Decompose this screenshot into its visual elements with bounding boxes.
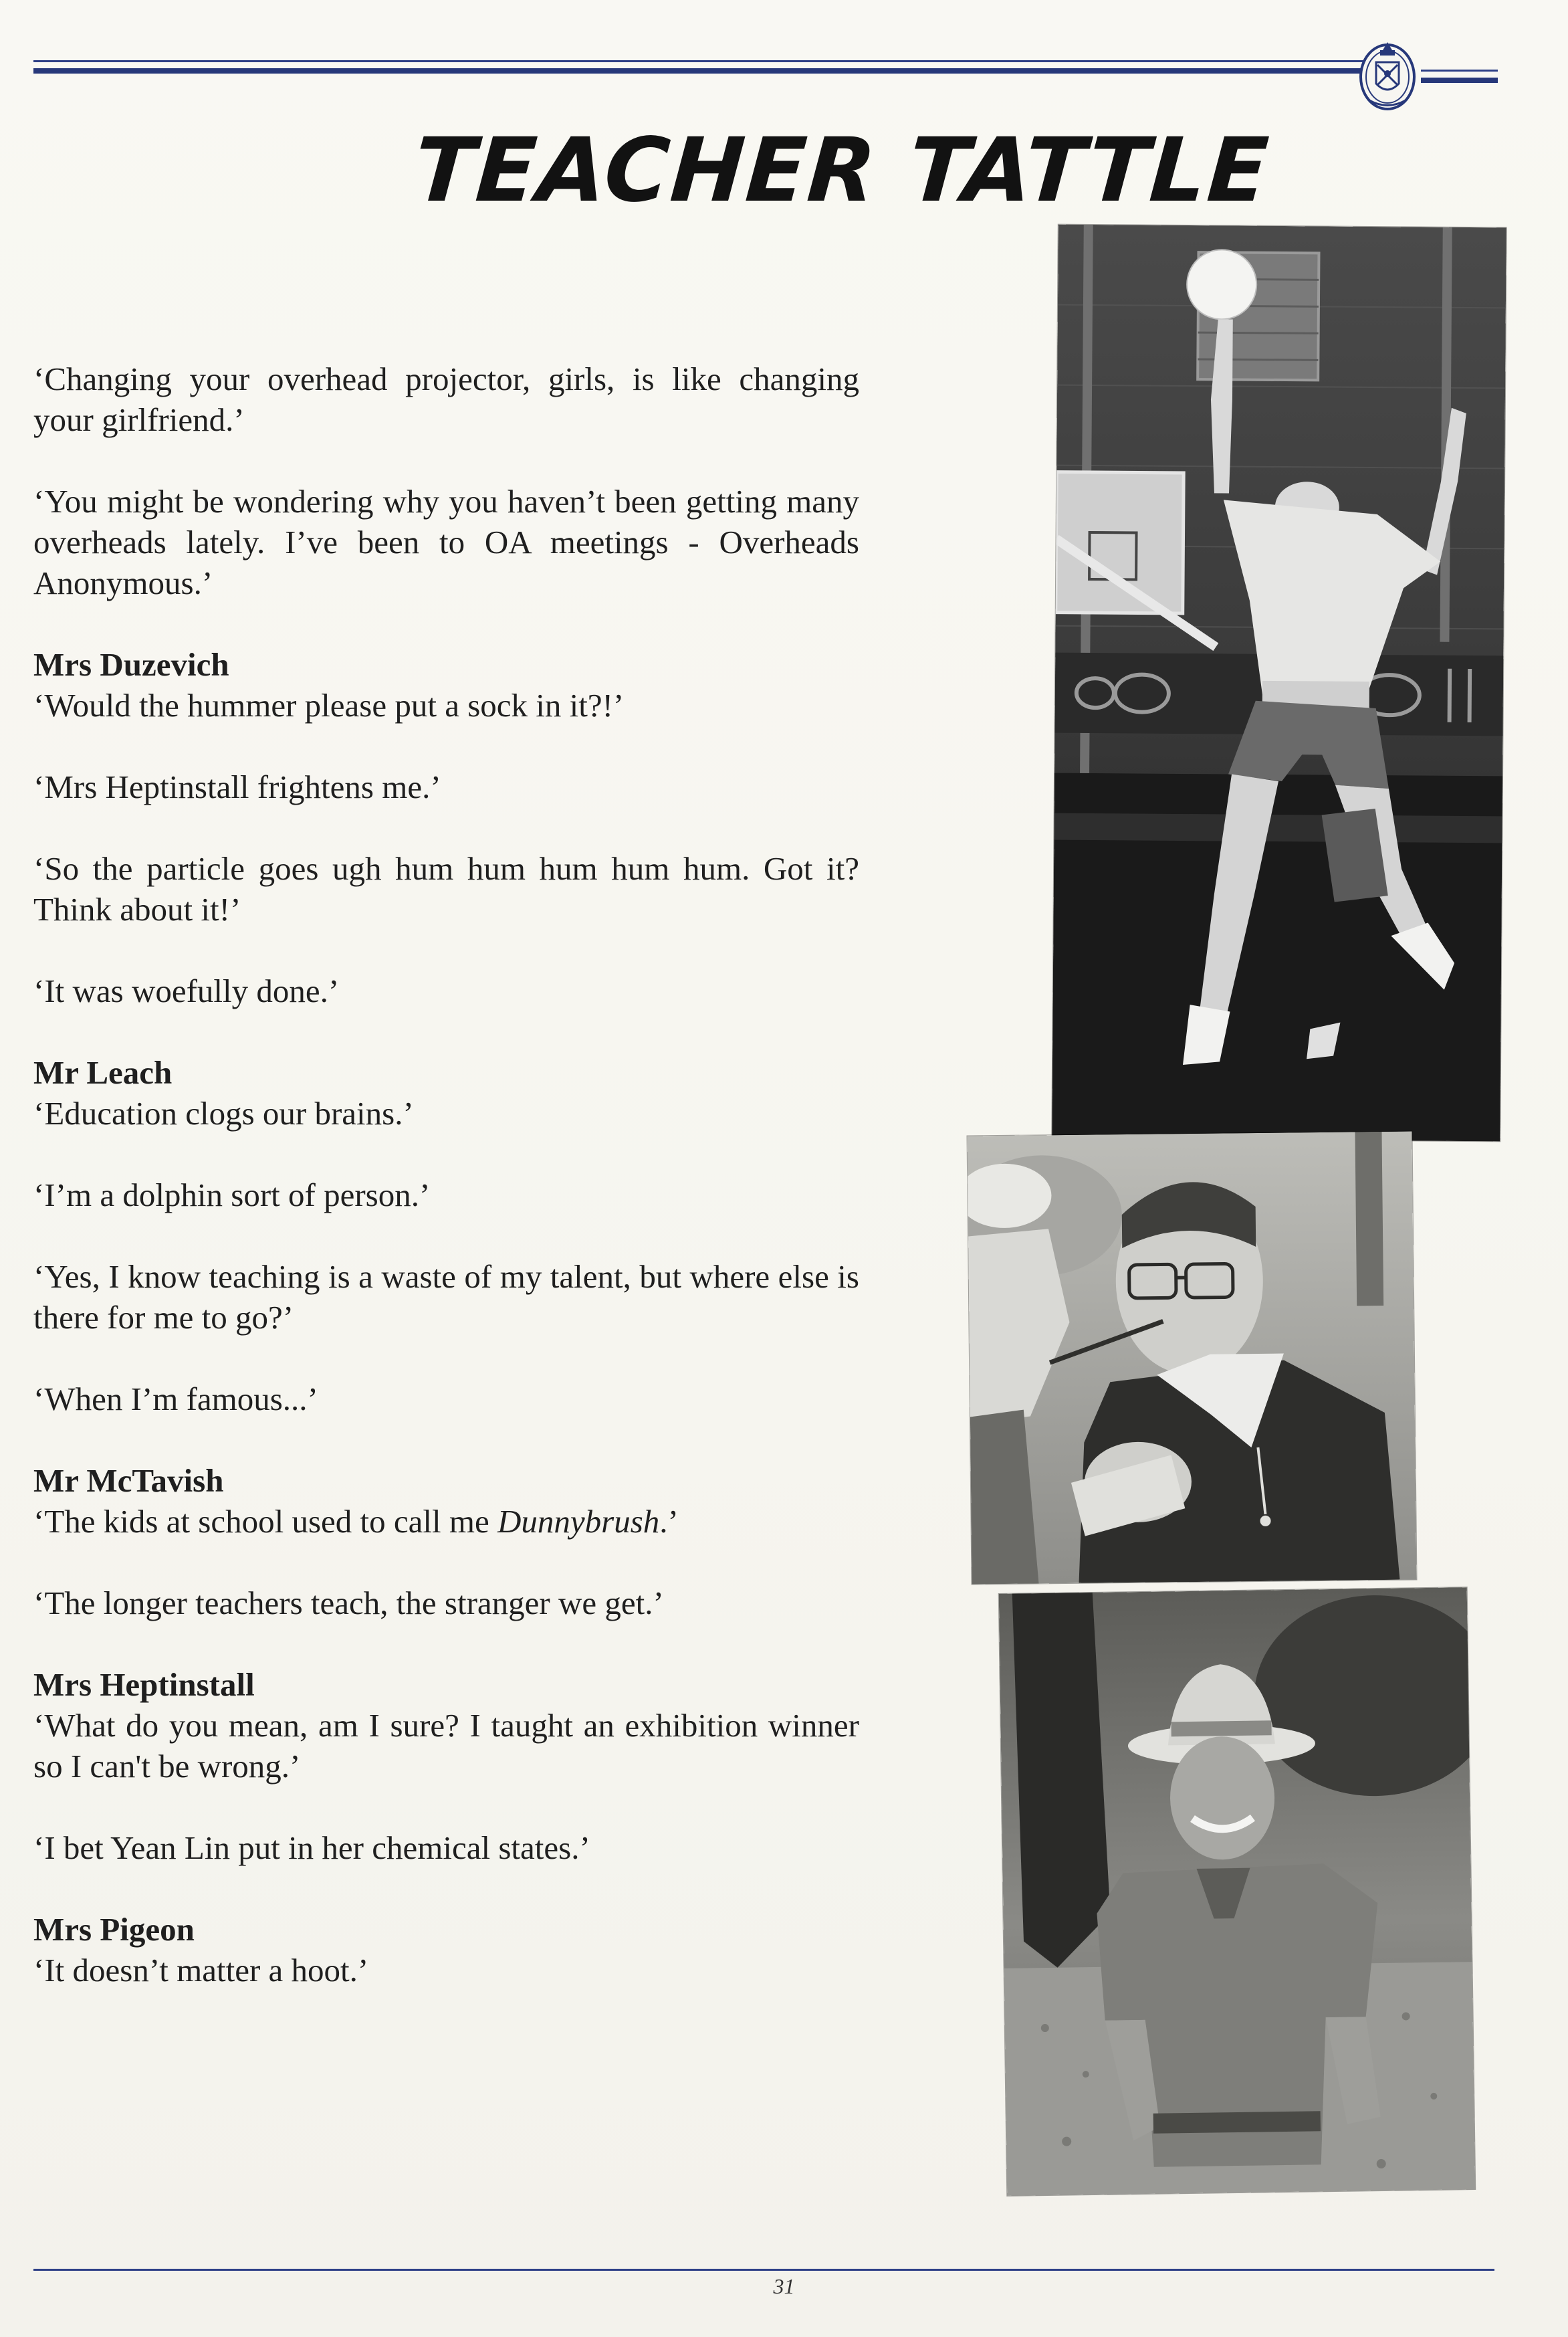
teacher-pipe-photo xyxy=(968,1132,1417,1585)
page-title: TEACHER TATTLE xyxy=(411,119,1273,222)
quote: ‘It doesn’t matter a hoot.’ xyxy=(33,1952,369,1989)
top-rule-right xyxy=(1421,70,1498,72)
top-rule xyxy=(33,60,1364,62)
bottom-rule xyxy=(33,2269,1494,2271)
quote: ‘Mrs Heptinstall frightens me.’ xyxy=(33,769,441,805)
quote: ‘I’m a dolphin sort of person.’ xyxy=(33,1177,431,1213)
quote: ‘It was woefully done.’ xyxy=(33,973,340,1009)
quote: ‘Yes, I know teaching is a waste of my talent, but where else is there for me to go?’ xyxy=(33,1258,859,1336)
quote-italic-text: Dunnybrush xyxy=(497,1503,660,1540)
speaker-name: Mr Leach xyxy=(33,1054,173,1091)
quote: ‘Changing your overhead projector, girls, is like changing your girlfriend.’ xyxy=(33,361,859,438)
quote-text: .’ xyxy=(659,1503,679,1540)
speaker-name: Mrs Duzevich xyxy=(33,646,229,683)
top-rule-right-thick xyxy=(1421,78,1498,83)
quote: ‘Would the hummer please put a sock in it?!’ xyxy=(33,687,625,724)
quote: ‘You might be wondering why you haven’t been getting many overheads lately. I’ve been to OA meetings - Overheads Anonymous.’ xyxy=(33,483,859,601)
speaker-name: Mrs Heptinstall xyxy=(33,1666,255,1703)
volleyball-photo xyxy=(1052,225,1506,1142)
quote: ‘Education clogs our brains.’ xyxy=(33,1095,414,1132)
quote: ‘The longer teachers teach, the stranger we get.’ xyxy=(33,1585,664,1621)
quote: ‘When I’m famous...’ xyxy=(33,1381,318,1417)
page-number: 31 xyxy=(773,2274,795,2298)
quote: ‘So the particle goes ugh hum hum hum hum hum. Got it? Think about it!’ xyxy=(33,850,859,928)
quote-text: ‘The kids at school used to call me xyxy=(33,1503,497,1540)
speaker-name: Mrs Pigeon xyxy=(33,1911,195,1948)
quotes-column xyxy=(33,359,859,2031)
speaker-name: Mr McTavish xyxy=(33,1462,224,1499)
school-crest-icon xyxy=(1357,37,1418,114)
top-rule-thick xyxy=(33,68,1364,74)
quote xyxy=(33,1501,859,1542)
quote: ‘I bet Yean Lin put in her chemical states.’ xyxy=(33,1829,590,1866)
teacher-hat-photo xyxy=(999,1587,1475,2196)
quote: ‘What do you mean, am I sure? I taught an exhibition winner so I can't be wrong.’ xyxy=(33,1707,859,1785)
